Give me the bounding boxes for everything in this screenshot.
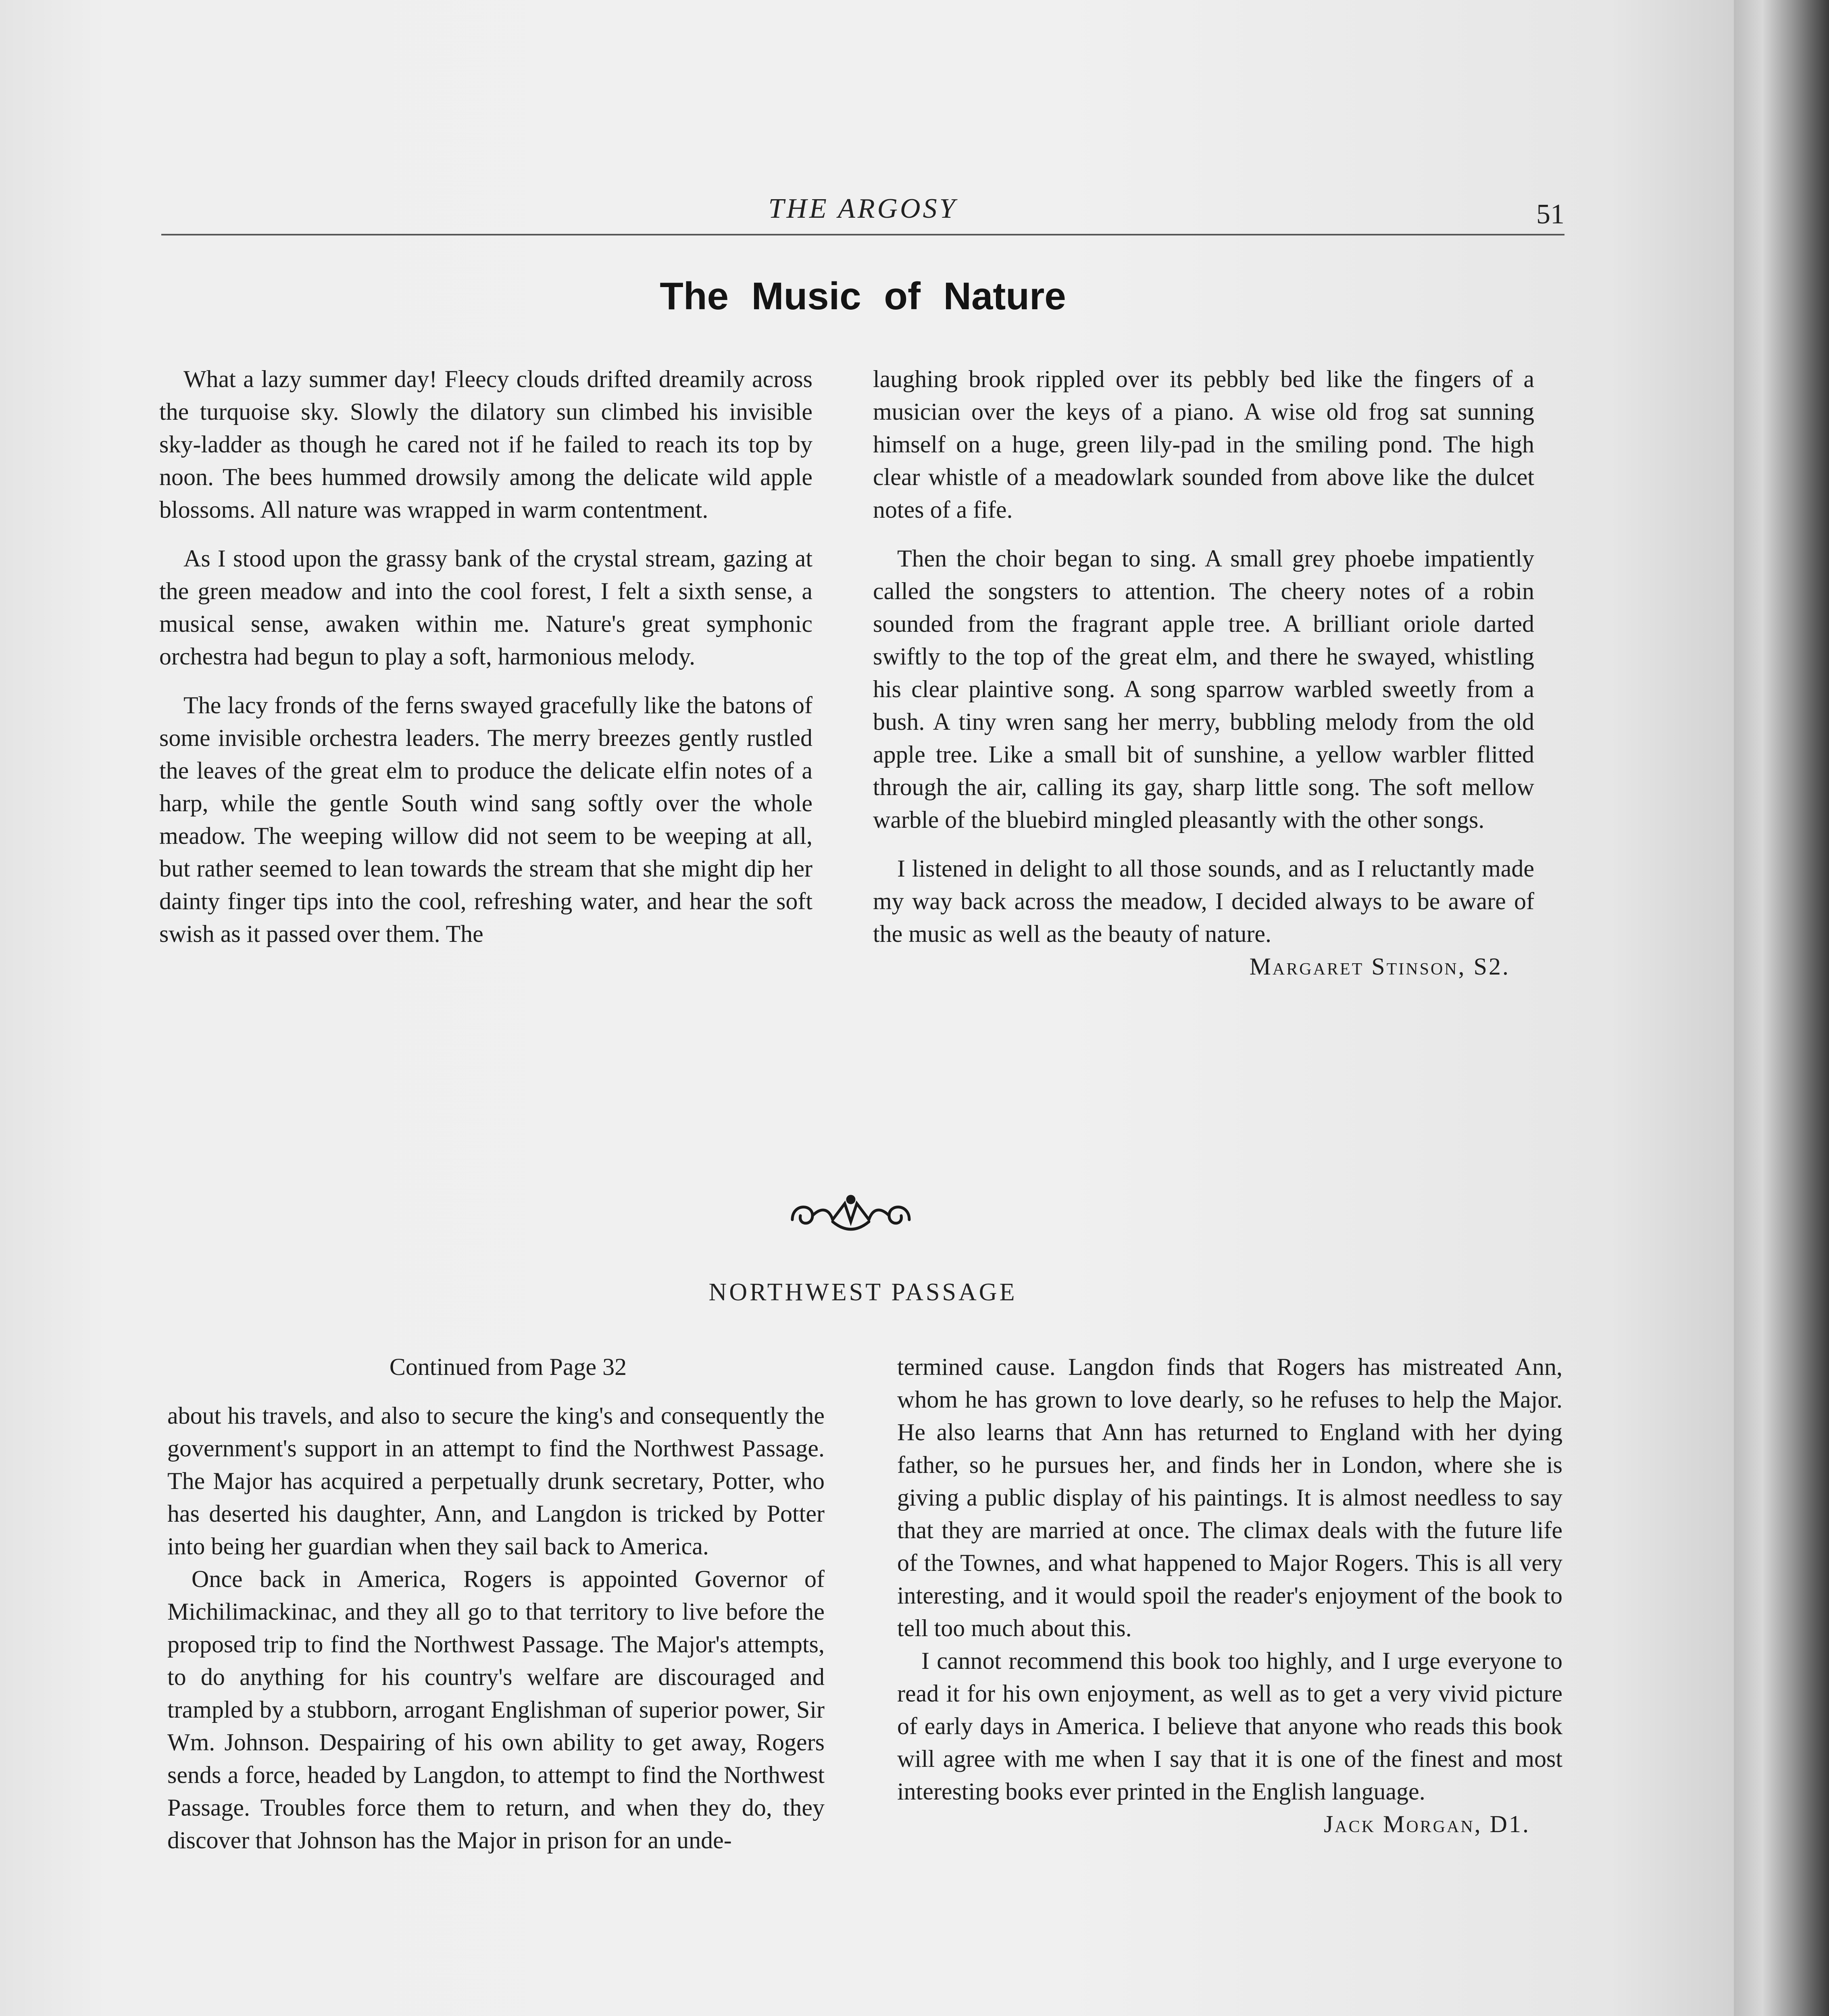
author-signature: Jack Morgan, D1.	[1323, 1811, 1530, 1837]
paragraph: termined cause. Langdon finds that Rogers has mistreated Ann, whom he has grown to love dearly, so he refuses to help the Major. He also learns that Ann has returned to England with her dying father, so he pursues her, and finds her in London, where she is giving a public display of his paintings. It is almost needless to say that they are married at once. The climax deals with the future life of the Townes, and what happened to Major Rogers. This is all very interesting, and it would spoil the reader's enjoyment of the book to tell too much about this.	[897, 1354, 1562, 1641]
paragraph: I cannot recommend this book too highly, and I urge everyone to read it for his own enjoyment, as well as to get a very vivid picture of early days in America. I believe that anyone who reads this book will agree with me when I say that it is one of the finest and most interesting books ever printed in the English language.	[897, 1647, 1562, 1805]
decorative-flourish-icon	[784, 1191, 917, 1236]
paragraph: I listened in delight to all those sounds, and as I reluctantly made my way back across the meadow, I decided always to be aware of the music as well as the beauty of nature.	[873, 855, 1534, 947]
paragraph: What a lazy summer day! Fleecy clouds drifted dreamily across the turquoise sky. Slowly the dilatory sun climbed his invisible sky-ladder as though he cared not if he failed to reach its top by noon. The bees hummed drowsily among the delicate wild apple blossoms. All nature was wrapped in warm contentment.	[159, 366, 812, 523]
section-title: NORTHWEST PASSAGE	[708, 1279, 1017, 1306]
paragraph: As I stood upon the grassy bank of the crystal stream, gazing at the green meadow and into the cool forest, I felt a sixth sense, a musical sense, awaken within me. Nature's great symphonic orchestra had begun to play a soft, harmonious melody.	[159, 545, 812, 670]
article-title: The Music of Nature	[660, 275, 1066, 318]
page-number: 51	[1536, 199, 1564, 230]
running-head	[161, 190, 1564, 235]
paragraph: The lacy fronds of the ferns swayed gracefully like the batons of some invisible orchestra leaders. The merry breezes gently rustled the leaves of the great elm to produce the delicate elfin notes of a harp, while the gentle South wind sang softly over the whole meadow. The weeping willow did not seem to be weeping at all, but rather seemed to lean towards the stream that she might dip her dainty finger tips into the cool, refreshing water, and hear the soft swish as it passed over them. The	[159, 692, 812, 947]
article1-column-left	[159, 363, 812, 950]
paragraph: about his travels, and also to secure the king's and consequently the government's support in an attempt to find the Northwest Passage. The Major has acquired a perpetually drunk secretary, Potter, who has deserted his daughter, Ann, and Langdon is tricked by Potter into being her guardian when they sail back to America.	[167, 1402, 825, 1560]
author-signature: Margaret Stinson, S2.	[1249, 953, 1510, 980]
article2-column-right	[897, 1351, 1562, 1857]
paragraph: laughing brook rippled over its pebbly bed like the fingers of a musician over the keys of a piano. A wise old frog sat sunning himself on a huge, green lily-pad in the smiling pond. The high clear whistle of a meadowlark sounded from above like the dulcet notes of a fife.	[873, 366, 1534, 523]
article2-column-left	[167, 1351, 825, 1857]
running-title: THE ARGOSY	[768, 193, 958, 224]
paragraph: Then the choir began to sing. A small grey phoebe impatiently called the songsters to attention. The cheery notes of a robin sounded from the fragrant apple tree. A brilliant oriole darted swiftly to the top of the great elm, and there he swayed, whistling his clear plaintive song. A song sparrow warbled sweetly from a bush. A tiny wren sang her merry, bubbling melody from the old apple tree. Like a small bit of sunshine, a yellow warbler flitted through the air, calling its gay, sharp little song. The soft mellow warble of the bluebird mingled pleasantly with the other songs.	[873, 545, 1534, 833]
page-edge	[1734, 0, 1829, 2016]
continued-note: Continued from Page 32	[389, 1354, 627, 1380]
paragraph: Once back in America, Rogers is appointed Governor of Michilimackinac, and they all go to that territory to live before the proposed trip to find the Northwest Passage. The Major's attempts, to do anything for his country's welfare are discouraged and trampled by a stubborn, arrogant Englishman of superior power, Sir Wm. Johnson. Despairing of his own ability to get away, Rogers sends a force, headed by Langdon, to attempt to find the Northwest Passage. Troubles force them to return, and when they do, they discover that Johnson has the Major in prison for an unde-	[167, 1566, 825, 1854]
article1-column-right	[873, 363, 1534, 999]
